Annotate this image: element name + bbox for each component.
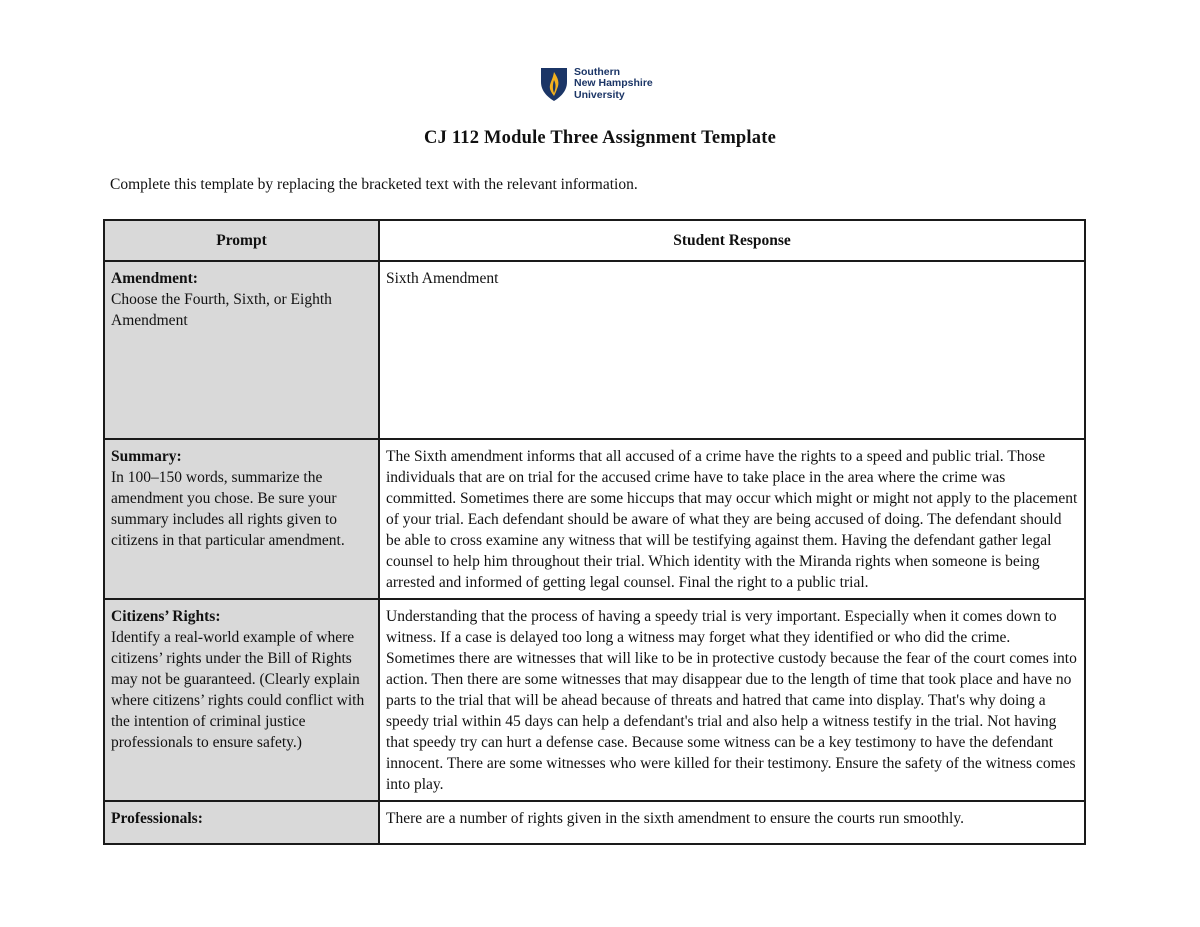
prompt-label: Citizens’ Rights:: [111, 608, 221, 625]
logo-line: New Hampshire: [574, 77, 653, 90]
prompt-text: In 100–150 words, summarize the amendment you chose. Be sure your summary includes all rights given to citizens in that particular amendment.: [111, 469, 345, 549]
logo-line: University: [574, 88, 625, 101]
table-row: [104, 261, 1085, 439]
response-cell[interactable]: Sixth Amendment: [379, 261, 1085, 439]
response-cell[interactable]: The Sixth amendment informs that all accused of a crime have the rights to a speed and public trial. Those individuals that are on trial for the accused crime have to take place in the area where the crime was committed. Sometimes there are some hiccups that may occur which might or might not apply to the placement of your trial. Each defendant should be aware of what they are being accused of doing. The defendant should be able to cross examine any witness that will be testifying against them. Having the defendant gather legal counsel to help him throughout their trial. Which identity with the Miranda rights when someone is being arrested and informed of getting legal counsel. Final the right to a public trial.: [379, 439, 1085, 599]
document-title: CJ 112 Module Three Assignment Template: [424, 128, 776, 148]
assignment-table: [103, 219, 1086, 845]
logo-line: Southern: [574, 65, 621, 78]
snhu-flame-shield-icon: [539, 66, 569, 102]
response-cell[interactable]: There are a number of rights given in the sixth amendment to ensure the courts run smoothly.: [379, 801, 1085, 844]
response-column-header: Student Response: [379, 220, 1085, 261]
table-row: [104, 599, 1085, 801]
prompt-text: Identify a real-world example of where citizens’ rights under the Bill of Rights may not be guaranteed. (Clearly explain where citizens’ rights could conflict with the intention of criminal justice professionals to ensure safety.): [111, 629, 365, 751]
logo-wordmark: [574, 67, 653, 102]
prompt-cell: [104, 599, 379, 801]
prompt-cell: [104, 439, 379, 599]
response-cell[interactable]: Understanding that the process of having a speedy trial is very important. Especially when it comes down to witness. If a case is delayed too long a witness may forget what they identified or who did the crime. Sometimes there are witnesses that will like to be in protective custody because the fear of the court comes into action. Then there are some witnesses that may disappear due to the length of time that took place and have no parts to the trial that will be ahead because of threats and hatred that came into display. That's why doing a speedy trial within 45 days can help a defendant's trial and also help a witness testify in the trial. Not having that speedy try can hurt a defense case. Because some witness can be a key testimony to have the defendant innocent. There are some witnesses who were killed for their testimony. Ensure the safety of the witness comes into play.: [379, 599, 1085, 801]
table-header-row: [104, 220, 1085, 261]
prompt-label: Professionals:: [111, 810, 203, 827]
prompt-cell: [104, 261, 379, 439]
prompt-text: Choose the Fourth, Sixth, or Eighth Amendment: [111, 291, 332, 329]
instructions-text: Complete this template by replacing the bracketed text with the relevant information.: [110, 176, 638, 193]
table-row: [104, 801, 1085, 844]
university-logo: [539, 66, 653, 102]
table-row: [104, 439, 1085, 599]
prompt-label: Summary:: [111, 448, 182, 465]
prompt-label: Amendment:: [111, 270, 198, 287]
prompt-column-header: Prompt: [104, 220, 379, 261]
prompt-cell: [104, 801, 379, 844]
